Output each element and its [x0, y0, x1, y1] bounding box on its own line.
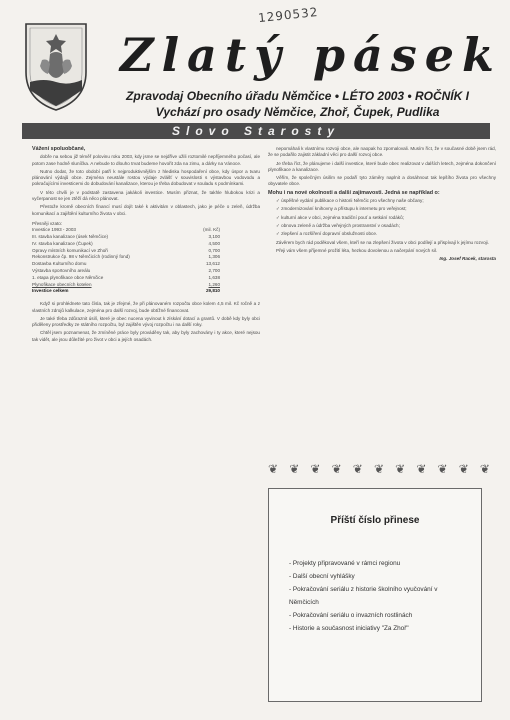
next-issue-item: - Pokračování seriálu z historie školního vyučování v Němčicích [289, 583, 469, 609]
bullet-item: ✓ zmodernizování knihovny a přístupu k internetu pro veřejnost; [276, 206, 407, 212]
ornament-icon: ❦ [268, 461, 279, 476]
municipal-emblem-icon [20, 20, 92, 112]
investment-row [32, 254, 260, 261]
investment-label: Plynofikace obecních kotelen [32, 281, 92, 287]
ornament-icon: ❦ [416, 461, 427, 476]
bullet-text: zlepšení a rozšíření dopravní obslužnosti obce. [281, 231, 378, 237]
investment-value: 1,260 [208, 281, 220, 287]
bullet-text: obnova zeleně a údržba veřejných prostranství v osadách; [281, 222, 400, 228]
investment-value: 3,100 [208, 234, 220, 240]
left-column [32, 146, 260, 706]
paragraph: Přeji vám všem příjemné prožití léta, hezkou dovolenou a načerpání nových sil. [276, 247, 438, 253]
investment-header-unit: (mil. Kč) [203, 227, 220, 233]
ornament-icon: ❦ [479, 461, 490, 476]
next-issue-title: Příští číslo přinese [330, 515, 420, 526]
plans-heading: Mohu i na nové okolnosti a další zajímavosti. Jedná se například o: [268, 189, 440, 196]
investment-value: 13,612 [205, 261, 220, 267]
paragraph: Věřím, že společným úsilím se podaří tyto záměry naplnit a dosáhnout tak lepšího života pro všechny obyvatele obce. [268, 175, 496, 187]
paragraph: Nutno dodat, že toto období patří k nejproduktivnějším z hlediska hospodaření obce, kdy úspor a tvaru plánování výdajů obce. Zejména neustále rostou výdaje zvlášť v souvislosti s výstavbou vodovodu a pokračujícími investicemi do dobudování kanalizace, kterou je třeba dobudovat v souladu s podmínkami. [32, 168, 260, 187]
investment-label: IV. stavba kanalizace (Čupek) [32, 240, 93, 246]
bullet-text: zmodernizování knihovny a přístupu k internetu pro veřejnost; [281, 206, 407, 212]
subtitle-settlements-line: Vychází pro osady Němčice, Zhoř, Čupek, Pudlika [155, 105, 440, 119]
investment-row [32, 282, 260, 289]
bullet-item: ✓ úspěšné vydání publikace o historii Němčic pro všechny naše občany; [276, 198, 424, 204]
investment-total-value: 29,810 [205, 288, 220, 294]
bullet-text: úspěšné vydání publikace o historii Němčic pro všechny naše občany; [281, 198, 424, 204]
investment-table-title: Přesněji vzato: [32, 220, 63, 226]
paragraph: Je také třeba zdůraznit úsilí, které je obec nucena vyvinout k získání dotací a grantů. V době kdy byly obci přiděleny prostředky ze státního rozpočtu, byl zajištěn vývoj rozpočtu i na další roky. [32, 315, 260, 328]
greeting: Vážení spoluobčané, [32, 146, 86, 152]
investment-value: 0,700 [208, 247, 220, 253]
investment-row [32, 234, 260, 241]
paragraph: Přestože kromě obecních financí musí dojít také k aktivitám v oblastech, jako je péče o zeleň, údržba komunikací a zajištění kulturního života v obci. [32, 204, 260, 216]
bullet-item: ✓ zlepšení a rozšíření dopravní obslužnosti obce. [276, 231, 378, 237]
bullet-item: ✓ obnova zeleně a údržba veřejných prostranství v osadách; [276, 222, 400, 228]
subtitle-issue-line: Zpravodaj Obecního úřadu Němčice • LÉTO 2003 • ROČNÍK I [126, 89, 469, 103]
investment-header-row [32, 227, 260, 234]
investment-row [32, 275, 260, 282]
paragraph: Chtěl jsem poznamenat, že zmíněné práce byly prováděny tak, aby byly zachovány i ty akce, které nejsou tak vidět, ale jsou důležité pro život v obci a jejích osadách. [32, 330, 260, 342]
ornament-icon: ❦ [310, 461, 321, 476]
investment-row [32, 261, 260, 268]
investment-label: Opravy místních komunikací ve Zhoři [32, 247, 108, 253]
section-banner: Slovo Starosty [22, 123, 490, 139]
bullet-text: kulturní akce v obci, zejména tradiční pouť a setkání rodáků; [281, 214, 404, 220]
investment-value: 4,500 [208, 240, 220, 246]
next-issue-item: - Další obecní vyhlášky [289, 570, 469, 583]
next-issue-item: - Pokračování seriálu o invazních rostlinách [289, 609, 469, 622]
paragraph: Je třeba říct, že plánujeme i další investice, které bude obec realizovat v dalších letech, zejména dokončení plynofikace a kanalizace. [268, 160, 496, 172]
paragraph: dobře na sebou již téměř polovinu roku 2003, kdy jsme se nejdříve užili roztomilé nepříjemného počasí, ale potom zase hodně sluníčka. A nebude to dlouho trvat budeme hovořit zda na zimu, a dárky na Vánoce. [32, 154, 260, 166]
investment-header-label: Investice 1993 - 2003 [32, 227, 76, 233]
investment-row [32, 241, 260, 248]
next-issue-list [289, 557, 469, 635]
right-column [268, 146, 496, 466]
investment-value: 1,306 [208, 254, 220, 260]
investment-label: 1. etapa plynofikace obce Němčice [32, 274, 104, 280]
investment-label: Výstavba sportovního areálu [32, 268, 91, 274]
investment-label: Rekonstrukce čp. 98 v Němčicích (rodinný fond) [32, 254, 130, 260]
investment-total-row [32, 288, 260, 295]
bullet-item: ✓ kulturní akce v obci, zejména tradiční pouť a setkání rodáků; [276, 214, 404, 220]
next-issue-item: - Historie a současnost iniciativy "Za Zhoř" [289, 622, 469, 635]
ornament-icon: ❦ [352, 461, 363, 476]
paragraph: Závěrem bych rád poděkoval všem, kteří se na zlepšení života v obci podílejí a přispívají k jejímu rozvoji. [276, 239, 489, 245]
investment-label: Dostavba Kulturního domu [32, 261, 87, 267]
investment-label: III. stavba kanalizace (úsek Němčice) [32, 234, 109, 240]
newsletter-title: Zlatý pásek [120, 28, 502, 82]
investment-total-label: Investice celkem [32, 288, 69, 294]
signature: Ing. Josef Racek, starosta [439, 256, 496, 262]
next-issue-box [268, 488, 482, 702]
investment-table [32, 221, 260, 295]
investment-row [32, 248, 260, 255]
handwritten-catalog-number: 1290532 [257, 4, 320, 26]
investment-value: 1,638 [208, 274, 220, 280]
paragraph: V této chvíli je v podstatě zastavena jakákoli investice. Musím přiznat, že takhle hlubokou krizi a vyčerpanost se jen ztěží dá něco plánovat. [32, 189, 260, 202]
ornament-icon: ❦ [373, 461, 384, 476]
paragraph: Když si prohlédnete tato čísla, tak je zřejmé, že při plánovaném rozpočtu obce kolem 4,5 mil. Kč ročně a z vlastních zdrojů kalkulace, zejména pro další rozvoj, bude obtížné financovat. [32, 301, 260, 313]
paragraph: nepomáhali k vlastnímu rozvoji obce, ale naopak ho zpomalovali. Musím říct, že v současné době jsem rád, že se podařilo zajistit základní věci pro další rozvoj obce. [268, 146, 496, 158]
ornament-icon: ❦ [437, 461, 448, 476]
next-issue-item: - Projekty připravované v rámci regionu [289, 557, 469, 570]
ornament-icon: ❦ [458, 461, 469, 476]
investment-value: 2,700 [208, 268, 220, 274]
ornament-icon: ❦ [331, 461, 342, 476]
ornament-icon: ❦ [395, 461, 406, 476]
investment-row [32, 268, 260, 275]
ornament-icon: ❦ [289, 461, 300, 476]
ornament-divider [268, 462, 490, 476]
subtitle-block [100, 88, 495, 120]
